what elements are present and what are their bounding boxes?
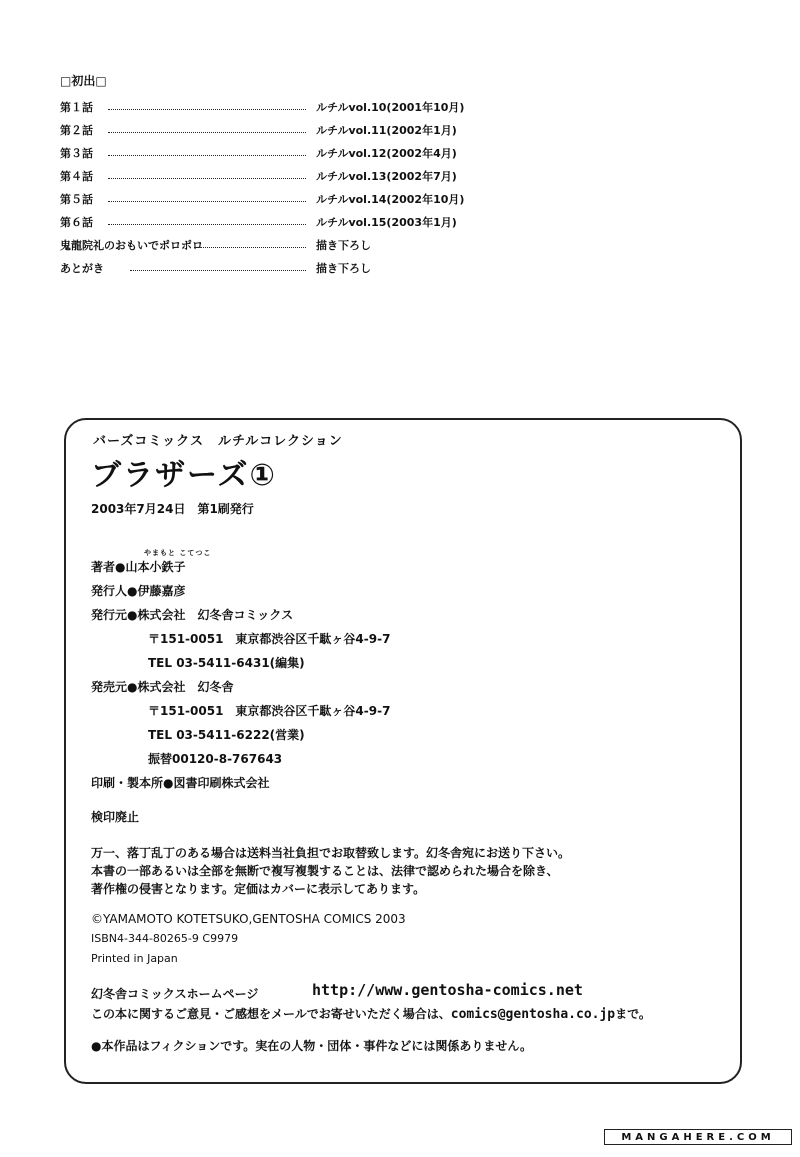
publisher-address: 〒151-0051 東京都渋谷区千駄ヶ谷4-9-7 <box>148 632 391 646</box>
dot-leader <box>130 270 306 271</box>
dot-leader <box>108 132 306 133</box>
homepage-label: 幻冬舎コミックスホームページ <box>91 987 259 1001</box>
copy-notice: 本書の一部あるいは全部を無断で複写複製することは、法律で認められた場合を除き、 <box>91 864 559 878</box>
series-name: バーズコミックス ルチルコレクション <box>93 434 343 449</box>
toc-title: 第５話 <box>60 193 93 206</box>
isbn: ISBN4-344-80265-9 C9979 <box>91 932 239 945</box>
dot-leader <box>108 109 306 110</box>
toc-row-2 <box>60 119 460 142</box>
feedback-prefix: この本に関するご意見・ご感想をメールでお寄せいただく場合は、 <box>91 1007 451 1021</box>
printer: 印刷・製本所●図書印刷株式会社 <box>91 776 270 790</box>
feedback-line <box>91 1005 651 1022</box>
replacement-notice: 万一、落丁乱丁のある場合は送料当社負担でお取替致します。幻冬舎宛にお送り下さい。 <box>91 846 571 860</box>
site-watermark: MANGAHERE.COM <box>604 1129 792 1145</box>
first-edition-date: 2003年7月24日 第1刷発行 <box>91 502 254 516</box>
first-publication-list <box>60 72 465 280</box>
toc-source: ルチルvol.11(2002年1月) <box>316 124 457 137</box>
author: 著者●山本小鉄子 <box>91 560 186 574</box>
toc-source: 描き下ろし <box>316 239 371 252</box>
toc-source: ルチルvol.15(2003年1月) <box>316 216 457 229</box>
publisher-tel: TEL 03-5411-6431(編集) <box>148 656 305 670</box>
feedback-email[interactable]: comics@gentosha.co.jp <box>450 1007 616 1022</box>
toc-heading: □初出□ <box>60 74 107 88</box>
toc-row-8 <box>60 257 460 280</box>
issuer: 発行人●伊藤嘉彦 <box>91 584 186 598</box>
toc-source: ルチルvol.12(2002年4月) <box>316 147 457 160</box>
no-seal-notice: 検印廃止 <box>91 810 140 824</box>
toc-source: 描き下ろし <box>316 262 371 275</box>
dot-leader <box>108 155 306 156</box>
copyright: ©YAMAMOTO KOTETSUKO,GENTOSHA COMICS 2003 <box>91 912 406 926</box>
toc-row-4 <box>60 165 460 188</box>
toc-row-7 <box>60 234 460 257</box>
dot-leader <box>108 178 306 179</box>
dot-leader <box>108 201 306 202</box>
feedback-suffix: まで。 <box>615 1007 651 1021</box>
toc-title: 第３話 <box>60 147 93 160</box>
toc-row-6 <box>60 211 460 234</box>
toc-title: 鬼龍院礼のおもいでポロポロ <box>60 239 203 252</box>
toc-source: ルチルvol.13(2002年7月) <box>316 170 457 183</box>
price-notice: 著作権の侵害となります。定価はカバーに表示してあります。 <box>91 882 426 896</box>
toc-title: 第１話 <box>60 101 93 114</box>
toc-row-1 <box>60 96 465 119</box>
postal-transfer: 振替00120-8-767643 <box>148 752 283 766</box>
dot-leader <box>108 224 306 225</box>
toc-title: 第４話 <box>60 170 93 183</box>
dot-leader <box>194 247 306 248</box>
toc-row-5 <box>60 188 465 211</box>
author-ruby: やまもと こてつこ <box>144 549 212 557</box>
fiction-notice: ●本作品はフィクションです。実在の人物・団体・事件などには関係ありません。 <box>91 1039 533 1053</box>
distributor-address: 〒151-0051 東京都渋谷区千駄ヶ谷4-9-7 <box>148 704 391 718</box>
distributor-tel: TEL 03-5411-6222(営業) <box>148 728 305 742</box>
distributor: 発売元●株式会社 幻冬舎 <box>91 680 234 694</box>
colophon-box <box>64 418 742 1084</box>
printed-in: Printed in Japan <box>91 952 178 965</box>
book-title: ブラザーズ① <box>91 458 277 493</box>
homepage-url[interactable]: http://www.gentosha-comics.net <box>312 981 583 999</box>
publisher: 発行元●株式会社 幻冬舎コミックス <box>91 608 294 622</box>
toc-source: ルチルvol.10(2001年10月) <box>316 101 465 114</box>
toc-source: ルチルvol.14(2002年10月) <box>316 193 465 206</box>
toc-row-3 <box>60 142 460 165</box>
toc-title: 第６話 <box>60 216 93 229</box>
toc-title: あとがき <box>60 262 104 275</box>
toc-title: 第２話 <box>60 124 93 137</box>
